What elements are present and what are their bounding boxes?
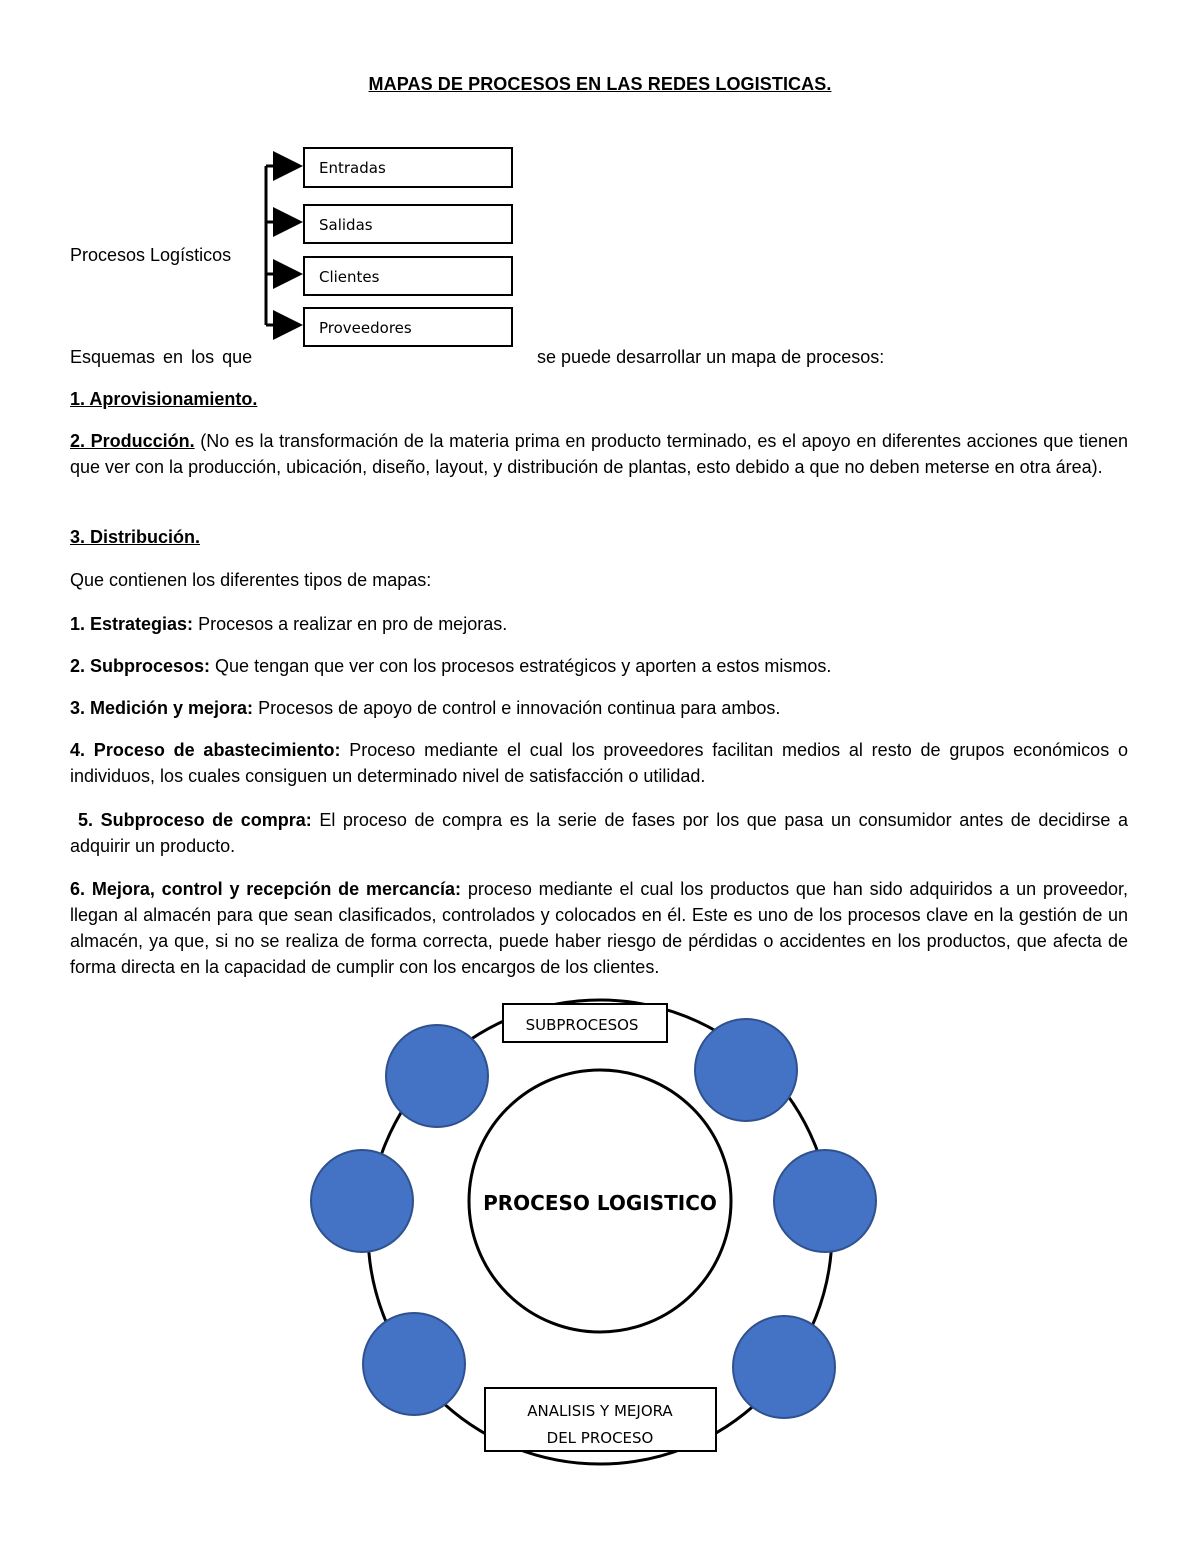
process-node-5: [363, 1313, 465, 1415]
maps-intro: Que contienen los diferentes tipos de mapas:: [70, 570, 432, 590]
scheme-1-label: 1. Aprovisionamiento.: [70, 389, 258, 409]
process-node-2: [695, 1019, 797, 1121]
branch-box-proveedores: Proveedores: [303, 307, 513, 347]
center-label: PROCESO LOGISTICO: [483, 1191, 717, 1215]
map-type-2-label: 2. Subprocesos:: [70, 656, 211, 676]
branch-box-clientes: Clientes: [303, 256, 513, 296]
map-type-1-text: Procesos a realizar en pro de mejoras.: [193, 614, 508, 634]
process-node-4: [774, 1150, 876, 1252]
map-type-1-label: 1. Estrategias:: [70, 614, 194, 634]
bottom-box-line1: ANALISIS Y MEJORA: [527, 1402, 673, 1420]
tree-root-label: Procesos Logísticos: [70, 245, 232, 265]
branch-box-entradas: Entradas: [303, 147, 513, 188]
scheme-3-label: 3. Distribución.: [70, 527, 201, 547]
process-node-3: [311, 1150, 413, 1252]
top-box-label: SUBPROCESOS: [525, 1016, 639, 1034]
branch-box-salidas: Salidas: [303, 204, 513, 244]
document-title: MAPAS DE PROCESOS EN LAS REDES LOGISTICAS.: [368, 74, 832, 94]
map-type-6-label: 6. Mejora, control y recepción de mercancía:: [70, 879, 462, 899]
intro-right-text: se puede desarrollar un mapa de procesos:: [537, 347, 885, 367]
map-type-3-label: 3. Medición y mejora:: [70, 698, 254, 718]
bottom-box-line2: DEL PROCESO: [546, 1429, 654, 1447]
map-type-3-text: Procesos de apoyo de control e innovación continua para ambos.: [253, 698, 781, 718]
scheme-2-label: 2. Producción.: [70, 431, 195, 451]
map-type-5-text: El proceso de compra es la serie de fases por los que pasa un consumidor antes de decidirse a adquirir un producto.: [70, 810, 1128, 856]
process-node-6: [733, 1316, 835, 1418]
intro-left-text: Esquemas en los que: [70, 347, 253, 367]
map-type-4-label: 4. Proceso de abastecimiento:: [70, 740, 341, 760]
map-type-6-text: proceso mediante el cual los productos que han sido adquiridos a un proveedor, llegan al almacén para que sean clasificados, controlados y colocados en él. Este es uno de los procesos clave en la gestión de un almacén, ya que, si no se realiza de forma correcta, puede haber riesgo de pérdidas o accidentes en los productos, que afecta de forma directa en la capacidad de cumplir con los encargos de los clientes.: [70, 879, 1128, 977]
map-type-2-text: Que tengan que ver con los procesos estratégicos y aporten a estos mismos.: [210, 656, 832, 676]
map-type-5-label: 5. Subproceso de compra:: [78, 810, 312, 830]
map-type-4-text: Proceso mediante el cual los proveedores facilitan medios al resto de grupos económicos o individuos, los cuales consiguen un determinado nivel de satisfacción o utilidad.: [70, 740, 1128, 786]
process-node-1: [386, 1025, 488, 1127]
scheme-2-text: (No es la transformación de la materia prima en producto terminado, es el apoyo en diferentes acciones que tienen que ver con la producción, ubicación, diseño, layout, y distribución de plantas, esto debido a que no deben meterse en otra área).: [70, 431, 1129, 477]
